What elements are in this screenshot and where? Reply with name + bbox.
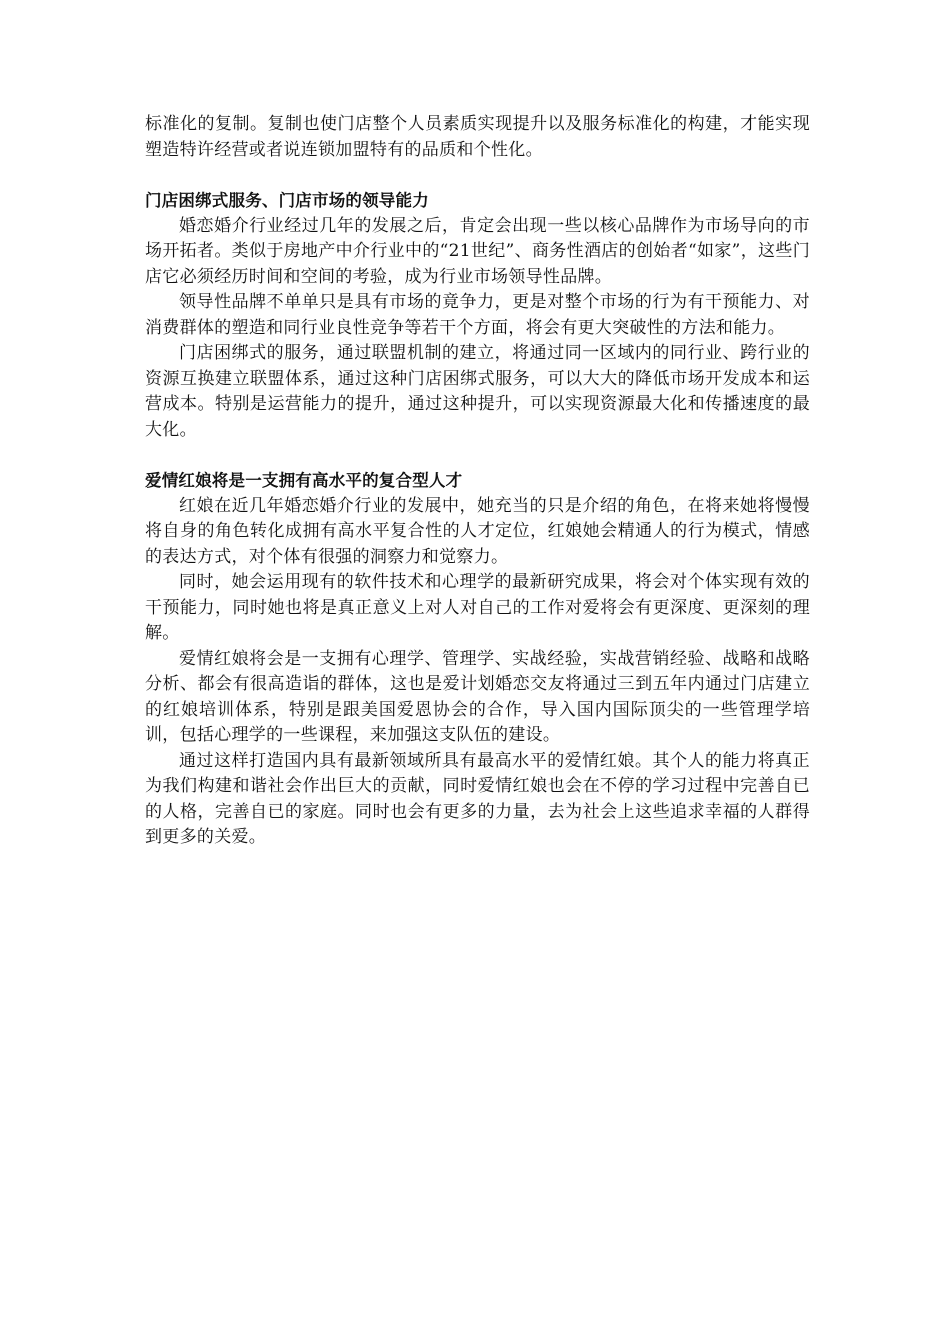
document-body [145,112,810,851]
section-heading-matchmaker-talent: 爱情红娘将是一支拥有高水平的复合型人才 [145,471,463,490]
body-paragraph: 领导性品牌不单单只是具有市场的竟争力，更是对整个市场的行为有干预能力、对消费群体的塑造和同行业良性竞争等若干个方面，将会有更大突破性的方法和能力。 [145,292,810,338]
intro-paragraph: 标准化的复制。复制也使门店整个人员素质实现提升以及服务标准化的构建，才能实现塑造特许经营或者说连锁加盟特有的品质和个性化。 [145,114,810,160]
section-spacer [145,443,810,468]
body-paragraph: 门店困绑式的服务，通过联盟机制的建立，将通过同一区域内的同行业、跨行业的资源互换建立联盟体系，通过这种门店困绑式服务，可以大大的降低市场开发成本和运营成本。特别是运营能力的提升，通过这种提升，可以实现资源最大化和传播速度的最大化。 [145,343,810,440]
section-spacer [145,163,810,188]
body-paragraph: 婚恋婚介行业经过几年的发展之后，肯定会出现一些以核心品牌作为市场导向的市场开拓者。类似于房地产中介行业中的“21世纪”、商务性酒店的创始者“如家”，这些门店它必须经历时间和空间的考验，成为行业市场领导性品牌。 [145,215,810,287]
section-heading-store-bundled-service: 门店困绑式服务、门店市场的领导能力 [145,191,429,210]
body-paragraph: 通过这样打造国内具有最新领域所具有最高水平的爱情红娘。其个人的能力将真正为我们构建和谐社会作出巨大的贡献，同时爱情红娘也会在不停的学习过程中完善自已的人格，完善自已的家庭。同时也会有更多的力量，去为社会上这些追求幸福的人群得到更多的关爱。 [145,750,810,847]
body-paragraph: 红娘在近几年婚恋婚介行业的发展中，她充当的只是介绍的角色，在将来她将慢慢将自身的角色转化成拥有高水平复合性的人才定位，红娘她会精通人的行为模式，情感的表达方式，对个体有很强的洞察力和觉察力。 [145,495,810,567]
body-paragraph: 爱情红娘将会是一支拥有心理学、管理学、实战经验，实战营销经验、战略和战略分析、都会有很高造诣的群体，这也是爱计划婚恋交友将通过三到五年内通过门店建立的红娘培训体系，特别是跟美国爱恩协会的合作，导入国内国际顶尖的一些管理学培训，包括心理学的一些课程，来加强这支队伍的建设。 [145,648,810,745]
body-paragraph: 同时，她会运用现有的软件技术和心理学的最新研究成果，将会对个体实现有效的干预能力，同时她也将是真正意义上对人对自己的工作对爱将会有更深度、更深刻的理解。 [145,572,810,643]
